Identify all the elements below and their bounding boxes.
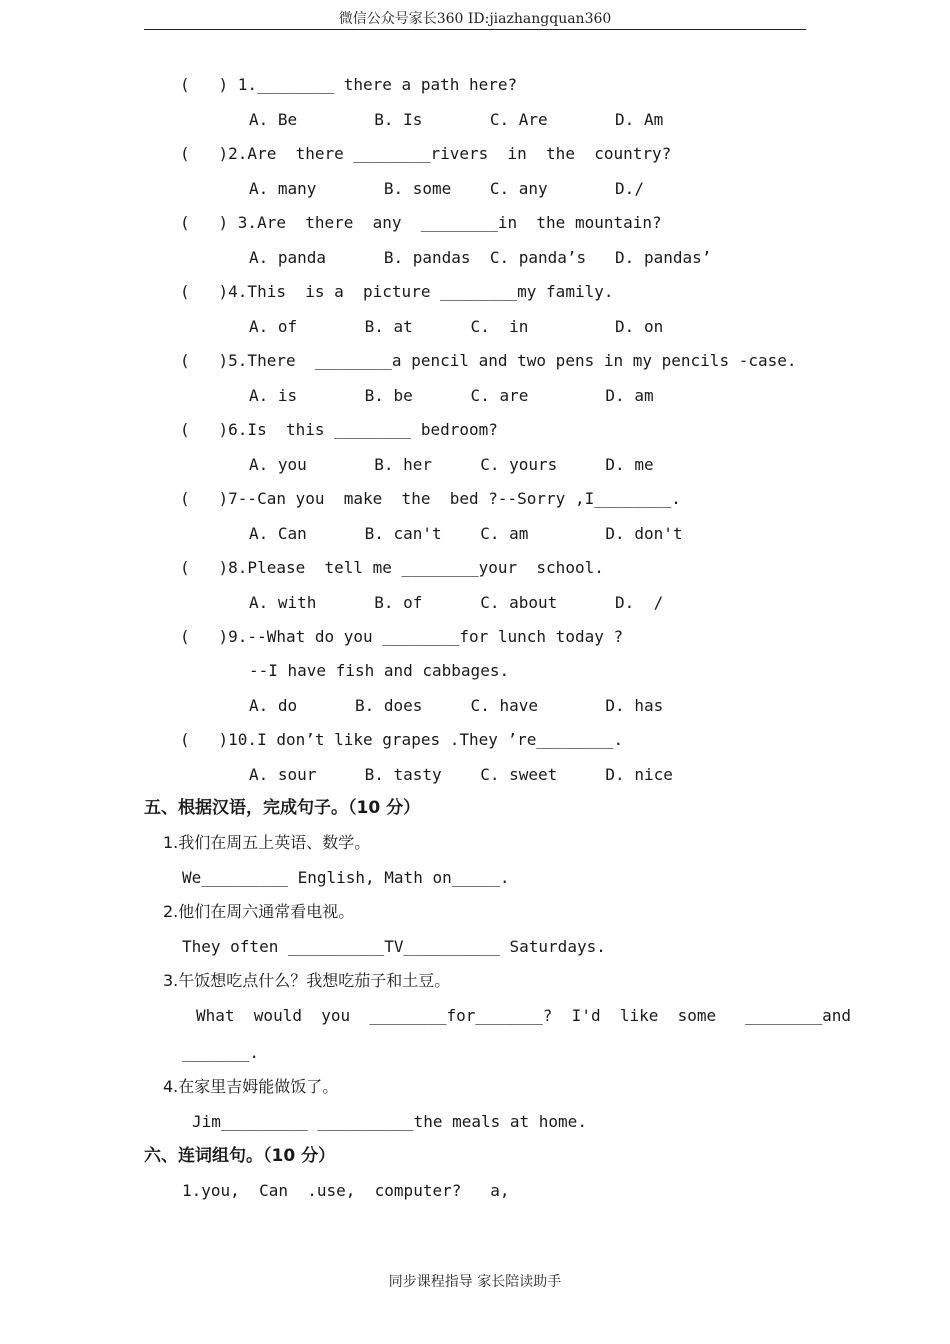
- translation-3-chinese: 3.午饭想吃点什么？我想吃茄子和土豆。: [163, 971, 451, 990]
- page-footer: 同步课程指导 家长陪读助手: [388, 1274, 562, 1290]
- question-2-options: A. many B. some C. any D./: [249, 179, 644, 198]
- question-4-options: A. of B. at C. in D. on: [249, 317, 664, 336]
- translation-2-chinese: 2.他们在周六通常看电视。: [163, 902, 355, 921]
- page-header: 微信公众号家长360 ID:jiazhangquan360: [338, 11, 612, 27]
- question-2-stem: ( )2.Are there ________rivers in the country?: [180, 144, 672, 163]
- question-3-stem: ( ) 3.Are there any ________in the mountain?: [180, 213, 662, 232]
- question-9-dialogue: --I have fish and cabbages.: [249, 661, 510, 680]
- section-5-title: 五、根据汉语，完成句子。（10 分）: [144, 798, 421, 818]
- question-6-stem: ( )6.Is this ________ bedroom?: [180, 420, 498, 439]
- question-8-stem: ( )8.Please tell me ________your school.: [180, 558, 604, 577]
- translation-4-chinese: 4.在家里吉姆能做饭了。: [163, 1077, 339, 1096]
- question-3-options: A. panda B. pandas C. panda’s D. pandas’: [249, 248, 712, 267]
- header-divider: [144, 29, 806, 30]
- translation-3-english: What would you ________for_______? I'd like some ________and: [196, 1006, 852, 1025]
- question-5-stem: ( )5.There ________a pencil and two pens in my pencils -case.: [180, 351, 797, 370]
- question-9-options: A. do B. does C. have D. has: [249, 696, 664, 715]
- question-5-options: A. is B. be C. are D. am: [249, 386, 654, 405]
- question-1-options: A. Be B. Is C. Are D. Am: [249, 110, 664, 129]
- translation-1-english: We_________ English, Math on_____.: [182, 868, 510, 887]
- question-7-stem: ( )7--Can you make the bed ?--Sorry ,I________.: [180, 489, 681, 508]
- translation-4-english: Jim_________ __________the meals at home.: [192, 1112, 587, 1131]
- translation-2-english: They often __________TV__________ Saturdays.: [182, 937, 606, 956]
- question-7-options: A. Can B. can't C. am D. don't: [249, 524, 683, 543]
- question-10-options: A. sour B. tasty C. sweet D. nice: [249, 765, 673, 784]
- word-order-1: 1.you, Can .use, computer? a,: [182, 1181, 510, 1200]
- question-8-options: A. with B. of C. about D. /: [249, 593, 664, 612]
- question-6-options: A. you B. her C. yours D. me: [249, 455, 654, 474]
- translation-3-english-continued: _______.: [182, 1043, 260, 1062]
- question-9-stem: ( )9.--What do you ________for lunch today ?: [180, 627, 624, 646]
- section-6-title: 六、连词组句。（10 分）: [144, 1146, 336, 1166]
- question-10-stem: ( )10.I don’t like grapes .They ’re________.: [180, 730, 624, 749]
- question-1-stem: ( ) 1.________ there a path here?: [180, 75, 518, 94]
- question-4-stem: ( )4.This is a picture ________my family.: [180, 282, 614, 301]
- translation-1-chinese: 1.我们在周五上英语、数学。: [163, 833, 371, 852]
